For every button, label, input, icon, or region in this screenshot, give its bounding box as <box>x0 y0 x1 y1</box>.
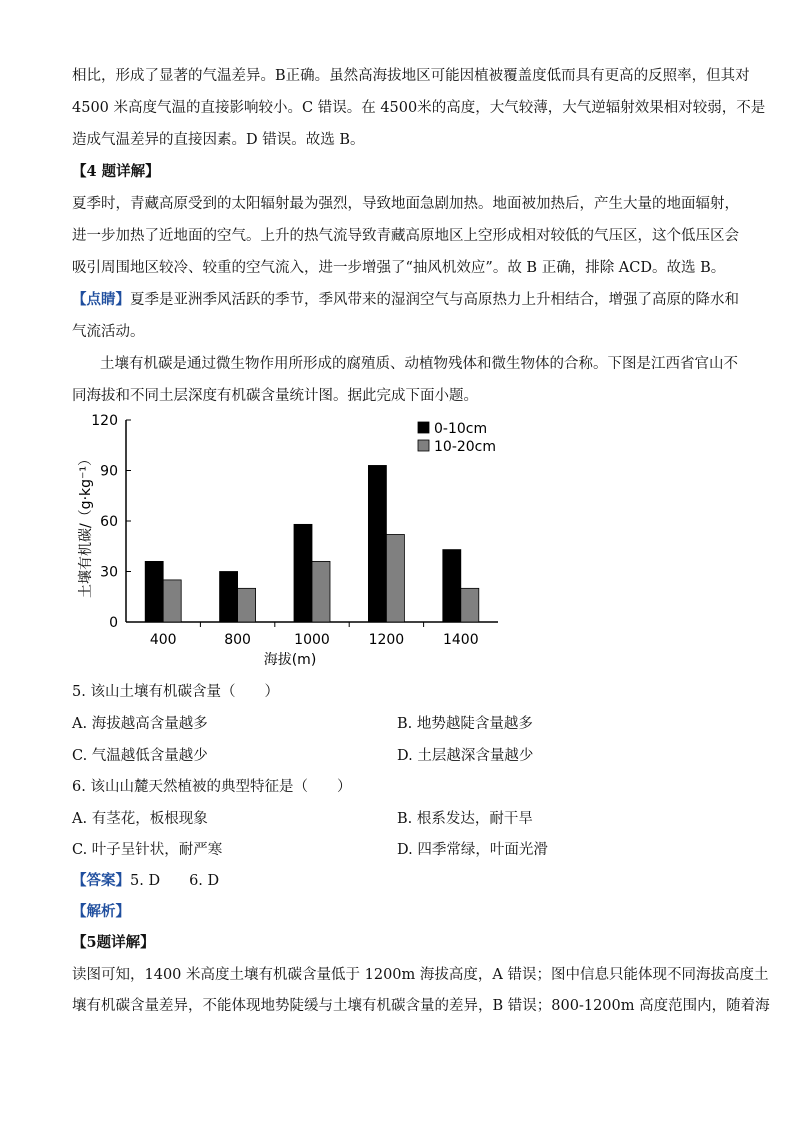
bar-10-20cm-800 <box>238 588 256 622</box>
bar-10-20cm-1400 <box>461 588 479 622</box>
analysis-label: 【解析】 <box>72 903 130 920</box>
option-5b[interactable]: B. 地势越陡含量越多 <box>397 716 533 732</box>
y-tick-label: 90 <box>100 463 118 480</box>
legend-label: 10-20cm <box>434 439 497 455</box>
x-axis-label: 海拔(m) <box>263 652 317 668</box>
option-5d[interactable]: D. 土层越深含量越少 <box>397 748 534 764</box>
bar-0-10cm-1000 <box>294 524 312 622</box>
answer-text: 5. D 6. D <box>130 873 220 889</box>
answer-paragraph-line: 读图可知，1400 米高度土壤有机碳含量低于 1200m 海拔高度，A 错误；图中信息只能体现不同海拔高度土 <box>72 967 769 983</box>
bar-0-10cm-1400 <box>443 550 461 622</box>
bar-0-10cm-400 <box>145 561 163 622</box>
legend-label: 0-10cm <box>434 421 488 437</box>
answer-line <box>72 871 219 891</box>
bar-10-20cm-1200 <box>386 534 404 622</box>
bar-0-10cm-1200 <box>368 465 386 622</box>
intro-line: 土壤有机碳是通过微生物作用所形成的腐殖质、动植物残体和微生物体的合称。下图是江西省官山不 <box>100 356 738 372</box>
y-tick-label: 0 <box>109 615 118 631</box>
y-tick-label: 120 <box>91 413 118 429</box>
bar-0-10cm-800 <box>220 572 238 623</box>
y-tick-label: 60 <box>100 514 118 530</box>
tip-label: 【点睛】 <box>72 291 130 308</box>
legend-swatch-10-20cm <box>418 440 429 451</box>
paragraph-line: 气流活动。 <box>72 324 145 340</box>
tip-text: 夏季是亚洲季风活跃的季节，季风带来的湿润空气与高原热力上升相结合，增强了高原的降水和 <box>130 292 739 308</box>
option-5c[interactable]: C. 气温越低含量越少 <box>72 748 208 764</box>
paragraph-line: 夏季时，青藏高原受到的太阳辐射最为强烈，导致地面急剧加热。地面被加热后，产生大量的地面辐射， <box>72 196 739 212</box>
option-6d[interactable]: D. 四季常绿，叶面光滑 <box>397 842 548 858</box>
tip-line <box>72 290 739 310</box>
paragraph-line: 吸引周围地区较冷、较重的空气流入，进一步增强了“抽风机效应”。故 B 正确，排除 ACD。故选 B。 <box>72 260 726 276</box>
x-tick-label: 800 <box>224 632 251 648</box>
q5-detail-heading: 【5题详解】 <box>72 934 155 951</box>
legend-swatch-0-10cm <box>418 422 429 433</box>
paragraph-line: 相比，形成了显著的气温差异。B正确。虽然高海拔地区可能因植被覆盖度低而具有更高的反照率，但其对 <box>72 68 750 84</box>
q4-detail-heading: 【4 题详解】 <box>72 163 160 180</box>
paragraph-line: 进一步加热了近地面的空气。上升的热气流导致青藏高原地区上空形成相对较低的气压区，这个低压区会 <box>72 228 739 244</box>
x-tick-label: 400 <box>149 632 177 648</box>
bar-10-20cm-400 <box>163 580 181 622</box>
option-6a[interactable]: A. 有茎花，板根现象 <box>72 811 208 827</box>
paragraph-line: 造成气温差异的直接因素。D 错误。故选 B。 <box>72 132 365 148</box>
option-5a[interactable]: A. 海拔越高含量越多 <box>72 716 208 732</box>
answer-paragraph-line: 壤有机碳含量差异，不能体现地势陡缓与土壤有机碳含量的差异，B 错误；800-1200m 高度范围内，随着海 <box>72 998 770 1014</box>
x-tick-label: 1000 <box>294 632 330 648</box>
question-5: 5. 该山土壤有机碳含量（ ） <box>72 684 279 700</box>
bar-10-20cm-1000 <box>312 561 330 622</box>
intro-line: 同海拔和不同土层深度有机碳含量统计图。据此完成下面小题。 <box>72 388 478 404</box>
question-6: 6. 该山山麓天然植被的典型特征是（ ） <box>72 779 352 795</box>
option-6b[interactable]: B. 根系发达，耐干旱 <box>397 811 533 827</box>
x-tick-label: 1400 <box>442 632 479 648</box>
organic-carbon-bar-chart <box>70 410 510 670</box>
answer-label: 【答案】 <box>72 872 130 889</box>
y-tick-label: 30 <box>100 564 118 581</box>
option-6c[interactable]: C. 叶子呈针状，耐严寒 <box>72 842 223 858</box>
paragraph-line: 4500 米高度气温的直接影响较小。C 错误。在 4500米的高度，大气较薄，大气逆辐射效果相对较弱，不是 <box>72 100 766 116</box>
y-axis-label: 土壤有机碳/（g·kg⁻¹） <box>78 451 94 599</box>
x-tick-label: 1200 <box>368 632 405 648</box>
